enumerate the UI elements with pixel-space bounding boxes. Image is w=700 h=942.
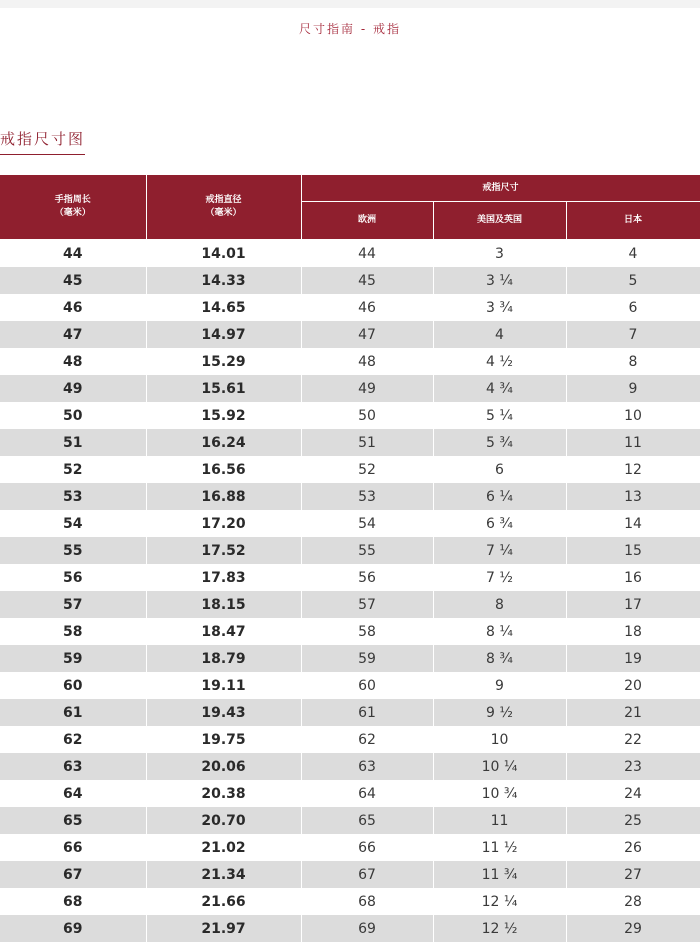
- cell-japan: 16: [566, 564, 700, 591]
- cell-us-uk: 11 ¾: [433, 861, 566, 888]
- cell-japan: 19: [566, 645, 700, 672]
- cell-circumference: 54: [0, 510, 146, 537]
- cell-japan: 21: [566, 699, 700, 726]
- cell-us-uk: 3 ¼: [433, 267, 566, 294]
- section-title: 戒指尺寸图: [0, 128, 85, 155]
- cell-circumference: 57: [0, 591, 146, 618]
- cell-circumference: 56: [0, 564, 146, 591]
- cell-diameter: 20.70: [146, 807, 301, 834]
- table-row: [0, 267, 700, 294]
- cell-us-uk: 8 ¾: [433, 645, 566, 672]
- cell-japan: 7: [566, 321, 700, 348]
- cell-diameter: 15.92: [146, 402, 301, 429]
- cell-diameter: 17.83: [146, 564, 301, 591]
- cell-europe: 46: [301, 294, 433, 321]
- header-ring-size-group: 戒指尺寸: [301, 175, 700, 202]
- cell-japan: 28: [566, 888, 700, 915]
- cell-us-uk: 6 ¼: [433, 483, 566, 510]
- cell-us-uk: 4 ¾: [433, 375, 566, 402]
- breadcrumb: 尺寸指南 - 戒指: [0, 20, 700, 37]
- table-row: [0, 834, 700, 861]
- cell-circumference: 63: [0, 753, 146, 780]
- table-row: [0, 807, 700, 834]
- cell-us-uk: 8: [433, 591, 566, 618]
- cell-europe: 59: [301, 645, 433, 672]
- cell-circumference: 64: [0, 780, 146, 807]
- cell-japan: 18: [566, 618, 700, 645]
- cell-europe: 50: [301, 402, 433, 429]
- cell-circumference: 61: [0, 699, 146, 726]
- cell-europe: 63: [301, 753, 433, 780]
- table-row: [0, 753, 700, 780]
- cell-us-uk: 10 ¼: [433, 753, 566, 780]
- cell-diameter: 20.38: [146, 780, 301, 807]
- table-row: [0, 672, 700, 699]
- cell-us-uk: 4 ½: [433, 348, 566, 375]
- table-row: [0, 861, 700, 888]
- table-row: [0, 321, 700, 348]
- cell-europe: 52: [301, 456, 433, 483]
- cell-us-uk: 5 ¾: [433, 429, 566, 456]
- header-ring-diameter-label: 戒指直径: [147, 194, 301, 207]
- cell-diameter: 19.11: [146, 672, 301, 699]
- cell-circumference: 49: [0, 375, 146, 402]
- cell-diameter: 16.88: [146, 483, 301, 510]
- cell-circumference: 51: [0, 429, 146, 456]
- table-row: [0, 240, 700, 268]
- table-row: [0, 483, 700, 510]
- cell-japan: 20: [566, 672, 700, 699]
- cell-europe: 45: [301, 267, 433, 294]
- header-finger-circumference: [0, 175, 146, 240]
- cell-diameter: 18.79: [146, 645, 301, 672]
- cell-us-uk: 10: [433, 726, 566, 753]
- header-ring-diameter-unit: （毫米）: [147, 207, 301, 220]
- header-ring-diameter: [146, 175, 301, 240]
- table-body: [0, 240, 700, 942]
- cell-diameter: 14.01: [146, 240, 301, 268]
- cell-circumference: 53: [0, 483, 146, 510]
- table-row: [0, 699, 700, 726]
- table-row: [0, 726, 700, 753]
- cell-japan: 6: [566, 294, 700, 321]
- cell-us-uk: 4: [433, 321, 566, 348]
- cell-japan: 4: [566, 240, 700, 268]
- header-finger-circumference-unit: （毫米）: [0, 207, 146, 220]
- header-finger-circumference-label: 手指周长: [0, 194, 146, 207]
- cell-japan: 24: [566, 780, 700, 807]
- cell-japan: 10: [566, 402, 700, 429]
- table-row: [0, 618, 700, 645]
- cell-japan: 17: [566, 591, 700, 618]
- cell-circumference: 58: [0, 618, 146, 645]
- cell-diameter: 14.65: [146, 294, 301, 321]
- cell-europe: 66: [301, 834, 433, 861]
- cell-diameter: 14.33: [146, 267, 301, 294]
- cell-us-uk: 5 ¼: [433, 402, 566, 429]
- cell-diameter: 19.43: [146, 699, 301, 726]
- cell-japan: 12: [566, 456, 700, 483]
- cell-circumference: 65: [0, 807, 146, 834]
- cell-japan: 23: [566, 753, 700, 780]
- cell-diameter: 15.61: [146, 375, 301, 402]
- cell-diameter: 21.97: [146, 915, 301, 942]
- cell-us-uk: 7 ¼: [433, 537, 566, 564]
- cell-circumference: 60: [0, 672, 146, 699]
- cell-circumference: 52: [0, 456, 146, 483]
- top-bar: [0, 0, 700, 8]
- cell-us-uk: 11: [433, 807, 566, 834]
- cell-us-uk: 6: [433, 456, 566, 483]
- cell-japan: 14: [566, 510, 700, 537]
- cell-circumference: 45: [0, 267, 146, 294]
- cell-europe: 68: [301, 888, 433, 915]
- ring-size-table: [0, 175, 700, 942]
- cell-europe: 60: [301, 672, 433, 699]
- cell-circumference: 66: [0, 834, 146, 861]
- cell-circumference: 50: [0, 402, 146, 429]
- cell-us-uk: 3 ¾: [433, 294, 566, 321]
- table-row: [0, 591, 700, 618]
- cell-diameter: 20.06: [146, 753, 301, 780]
- cell-diameter: 17.20: [146, 510, 301, 537]
- cell-us-uk: 9 ½: [433, 699, 566, 726]
- cell-europe: 62: [301, 726, 433, 753]
- cell-japan: 29: [566, 915, 700, 942]
- table-row: [0, 780, 700, 807]
- table-row: [0, 402, 700, 429]
- header-japan: 日本: [566, 202, 700, 240]
- cell-us-uk: 9: [433, 672, 566, 699]
- header-europe: 欧洲: [301, 202, 433, 240]
- cell-diameter: 21.66: [146, 888, 301, 915]
- cell-europe: 54: [301, 510, 433, 537]
- cell-circumference: 44: [0, 240, 146, 268]
- cell-us-uk: 6 ¾: [433, 510, 566, 537]
- cell-us-uk: 7 ½: [433, 564, 566, 591]
- cell-circumference: 68: [0, 888, 146, 915]
- cell-us-uk: 12 ½: [433, 915, 566, 942]
- cell-diameter: 18.15: [146, 591, 301, 618]
- cell-us-uk: 12 ¼: [433, 888, 566, 915]
- cell-europe: 58: [301, 618, 433, 645]
- cell-europe: 55: [301, 537, 433, 564]
- cell-us-uk: 10 ¾: [433, 780, 566, 807]
- cell-europe: 56: [301, 564, 433, 591]
- cell-us-uk: 8 ¼: [433, 618, 566, 645]
- cell-japan: 26: [566, 834, 700, 861]
- cell-japan: 22: [566, 726, 700, 753]
- cell-japan: 27: [566, 861, 700, 888]
- header-us-uk: 美国及英国: [433, 202, 566, 240]
- table-row: [0, 510, 700, 537]
- table-row: [0, 564, 700, 591]
- cell-circumference: 67: [0, 861, 146, 888]
- table-row: [0, 456, 700, 483]
- cell-diameter: 15.29: [146, 348, 301, 375]
- cell-japan: 13: [566, 483, 700, 510]
- cell-diameter: 14.97: [146, 321, 301, 348]
- cell-circumference: 59: [0, 645, 146, 672]
- cell-us-uk: 3: [433, 240, 566, 268]
- table-row: [0, 348, 700, 375]
- cell-diameter: 18.47: [146, 618, 301, 645]
- cell-europe: 53: [301, 483, 433, 510]
- table-row: [0, 429, 700, 456]
- cell-circumference: 55: [0, 537, 146, 564]
- cell-japan: 9: [566, 375, 700, 402]
- cell-diameter: 21.02: [146, 834, 301, 861]
- cell-europe: 49: [301, 375, 433, 402]
- cell-europe: 65: [301, 807, 433, 834]
- table-row: [0, 294, 700, 321]
- cell-circumference: 48: [0, 348, 146, 375]
- cell-diameter: 21.34: [146, 861, 301, 888]
- cell-diameter: 16.56: [146, 456, 301, 483]
- cell-japan: 15: [566, 537, 700, 564]
- cell-japan: 8: [566, 348, 700, 375]
- cell-circumference: 69: [0, 915, 146, 942]
- cell-circumference: 62: [0, 726, 146, 753]
- cell-circumference: 47: [0, 321, 146, 348]
- cell-japan: 5: [566, 267, 700, 294]
- cell-europe: 51: [301, 429, 433, 456]
- cell-europe: 44: [301, 240, 433, 268]
- cell-europe: 61: [301, 699, 433, 726]
- table-row: [0, 915, 700, 942]
- cell-europe: 47: [301, 321, 433, 348]
- table-row: [0, 888, 700, 915]
- cell-circumference: 46: [0, 294, 146, 321]
- cell-us-uk: 11 ½: [433, 834, 566, 861]
- cell-diameter: 17.52: [146, 537, 301, 564]
- table-row: [0, 537, 700, 564]
- cell-japan: 25: [566, 807, 700, 834]
- cell-japan: 11: [566, 429, 700, 456]
- cell-europe: 69: [301, 915, 433, 942]
- cell-europe: 67: [301, 861, 433, 888]
- cell-europe: 48: [301, 348, 433, 375]
- cell-europe: 64: [301, 780, 433, 807]
- table-row: [0, 645, 700, 672]
- cell-diameter: 19.75: [146, 726, 301, 753]
- cell-diameter: 16.24: [146, 429, 301, 456]
- cell-europe: 57: [301, 591, 433, 618]
- table-row: [0, 375, 700, 402]
